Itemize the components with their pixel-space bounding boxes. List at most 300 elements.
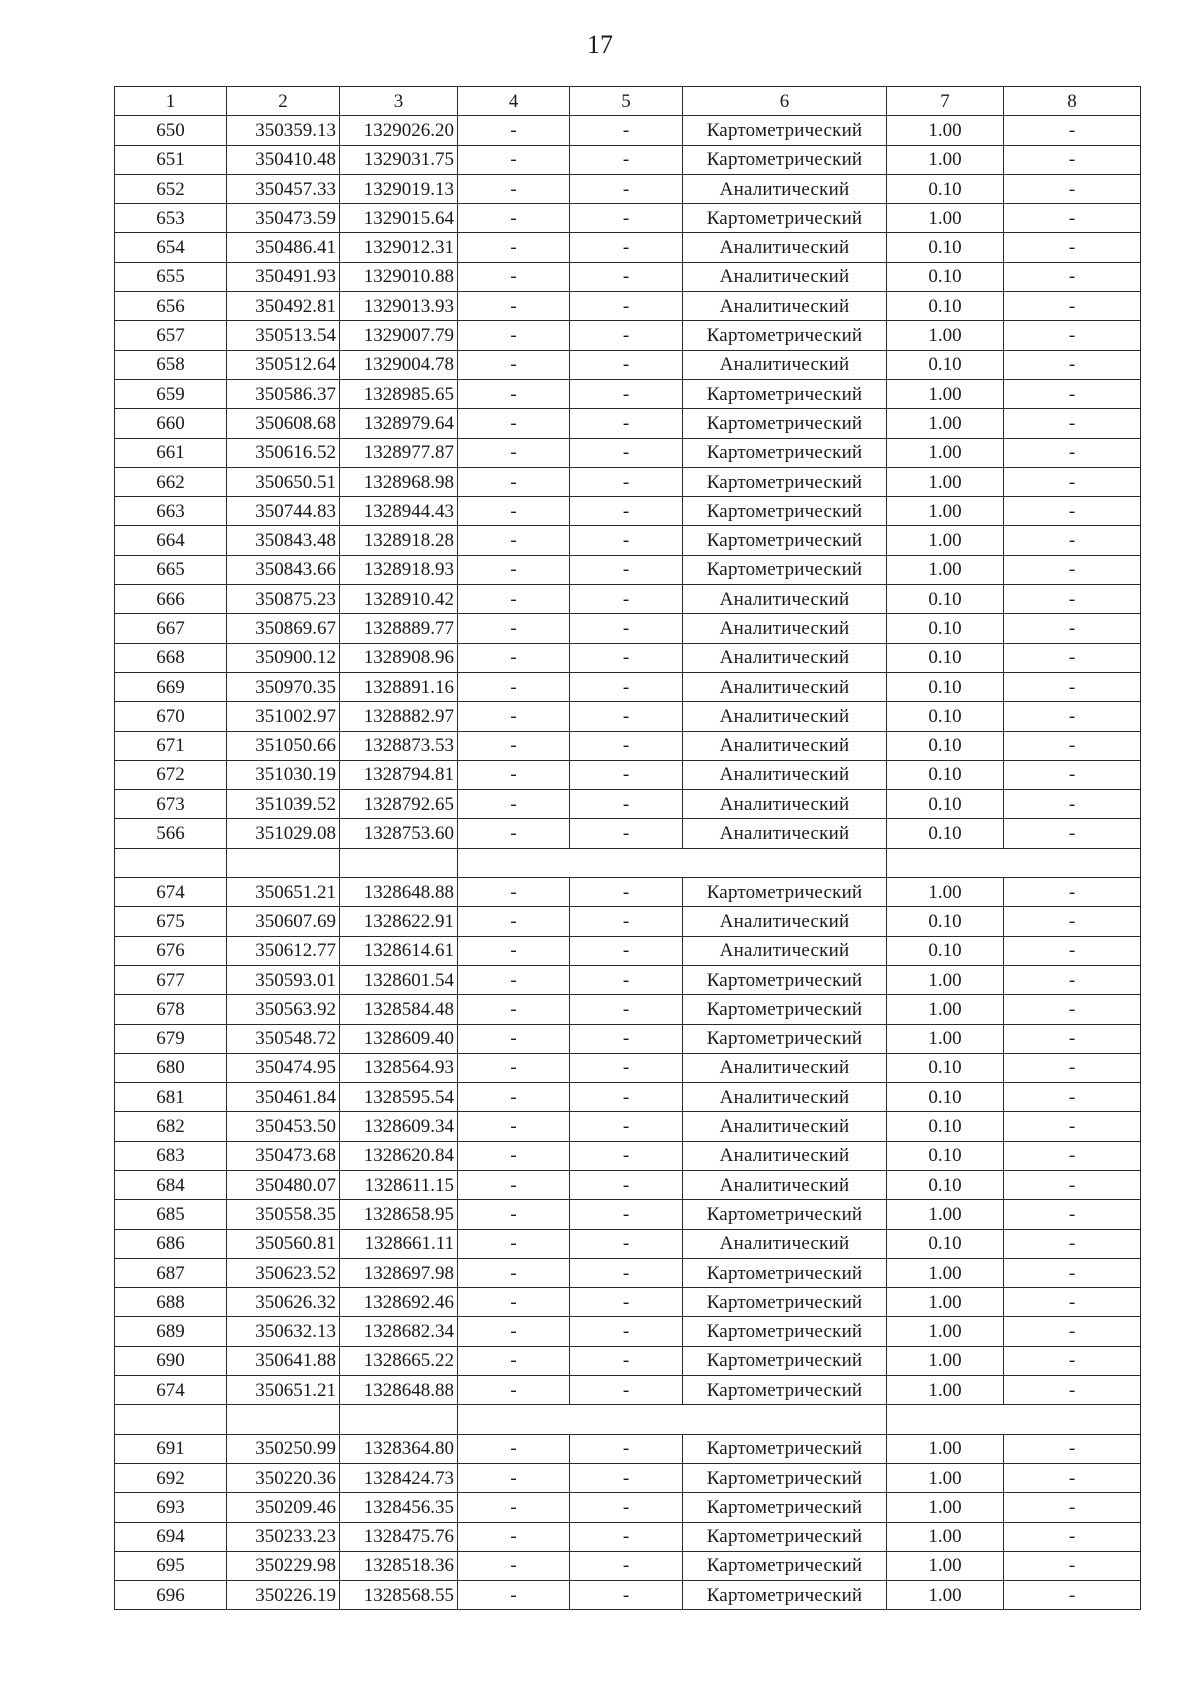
accuracy-cell: 1.00 xyxy=(887,1463,1004,1492)
col-4-cell: - xyxy=(458,1024,570,1053)
col-4-cell: - xyxy=(458,1083,570,1112)
col-8-cell: - xyxy=(1004,1317,1141,1346)
coord-y-cell: 1328620.84 xyxy=(340,1141,458,1170)
col-8-cell: - xyxy=(1004,292,1141,321)
col-4-cell: - xyxy=(458,936,570,965)
coord-y-cell: 1328609.40 xyxy=(340,1024,458,1053)
col-5-cell: - xyxy=(570,379,683,408)
col-8-cell: - xyxy=(1004,379,1141,408)
table-row xyxy=(115,497,1141,526)
accuracy-cell: 0.10 xyxy=(887,819,1004,848)
table-row xyxy=(115,790,1141,819)
method-cell: Картометрический xyxy=(683,145,887,174)
point-number-cell: 696 xyxy=(115,1581,227,1610)
header-cell-2: 2 xyxy=(227,87,340,116)
header-cell-5: 5 xyxy=(570,87,683,116)
coord-x-cell: 350461.84 xyxy=(227,1083,340,1112)
coord-x-cell: 350608.68 xyxy=(227,409,340,438)
col-5-cell: - xyxy=(570,145,683,174)
col-5-cell: - xyxy=(570,1229,683,1258)
coord-y-cell: 1328622.91 xyxy=(340,907,458,936)
method-cell: Аналитический xyxy=(683,174,887,203)
coord-y-cell: 1328918.93 xyxy=(340,555,458,584)
col-8-cell: - xyxy=(1004,1288,1141,1317)
coord-y-cell: 1328985.65 xyxy=(340,379,458,408)
col-4-cell: - xyxy=(458,1141,570,1170)
col-5-cell: - xyxy=(570,1024,683,1053)
table-row xyxy=(115,1170,1141,1199)
table-row xyxy=(115,936,1141,965)
point-number-cell: 654 xyxy=(115,233,227,262)
col-5-cell: - xyxy=(570,760,683,789)
col-5-cell: - xyxy=(570,1200,683,1229)
point-number-cell: 659 xyxy=(115,379,227,408)
table-row-separator xyxy=(115,848,1141,877)
method-cell: Аналитический xyxy=(683,731,887,760)
method-cell: Аналитический xyxy=(683,1170,887,1199)
coord-x-cell: 350473.59 xyxy=(227,204,340,233)
col-4-cell: - xyxy=(458,321,570,350)
col-5-cell: - xyxy=(570,731,683,760)
accuracy-cell: 1.00 xyxy=(887,526,1004,555)
point-number-cell: 685 xyxy=(115,1200,227,1229)
coord-y-cell: 1328692.46 xyxy=(340,1288,458,1317)
method-cell: Картометрический xyxy=(683,1434,887,1463)
col-5-cell: - xyxy=(570,965,683,994)
coord-y-cell: 1328889.77 xyxy=(340,614,458,643)
col-5-cell: - xyxy=(570,995,683,1024)
method-cell: Аналитический xyxy=(683,614,887,643)
accuracy-cell: 1.00 xyxy=(887,379,1004,408)
accuracy-cell: 0.10 xyxy=(887,731,1004,760)
coord-x-cell: 350548.72 xyxy=(227,1024,340,1053)
table-row xyxy=(115,1200,1141,1229)
accuracy-cell: 0.10 xyxy=(887,1141,1004,1170)
point-number-cell: 695 xyxy=(115,1551,227,1580)
col-5-cell: - xyxy=(570,1463,683,1492)
col-5-cell: - xyxy=(570,467,683,496)
method-cell: Аналитический xyxy=(683,790,887,819)
col-8-cell: - xyxy=(1004,907,1141,936)
table-row xyxy=(115,116,1141,145)
method-cell: Картометрический xyxy=(683,1024,887,1053)
table-row xyxy=(115,760,1141,789)
coord-x-cell: 350473.68 xyxy=(227,1141,340,1170)
method-cell: Аналитический xyxy=(683,1083,887,1112)
table-row xyxy=(115,1493,1141,1522)
coord-y-cell: 1329007.79 xyxy=(340,321,458,350)
coord-x-cell: 350233.23 xyxy=(227,1522,340,1551)
method-cell: Аналитический xyxy=(683,672,887,701)
coord-x-cell: 350492.81 xyxy=(227,292,340,321)
empty-cell xyxy=(340,848,458,877)
accuracy-cell: 0.10 xyxy=(887,1229,1004,1258)
empty-cell xyxy=(683,1405,887,1434)
method-cell: Картометрический xyxy=(683,438,887,467)
col-8-cell: - xyxy=(1004,116,1141,145)
method-cell: Аналитический xyxy=(683,907,887,936)
point-number-cell: 674 xyxy=(115,1376,227,1405)
table-row xyxy=(115,702,1141,731)
accuracy-cell: 0.10 xyxy=(887,350,1004,379)
col-4-cell: - xyxy=(458,614,570,643)
coord-x-cell: 350651.21 xyxy=(227,878,340,907)
coord-x-cell: 350607.69 xyxy=(227,907,340,936)
coord-y-cell: 1328518.36 xyxy=(340,1551,458,1580)
coord-y-cell: 1328564.93 xyxy=(340,1053,458,1082)
table-row xyxy=(115,526,1141,555)
coord-x-cell: 350209.46 xyxy=(227,1493,340,1522)
coord-x-cell: 350453.50 xyxy=(227,1112,340,1141)
header-cell-3: 3 xyxy=(340,87,458,116)
col-4-cell: - xyxy=(458,907,570,936)
empty-cell xyxy=(887,848,1004,877)
coord-x-cell: 350641.88 xyxy=(227,1346,340,1375)
col-8-cell: - xyxy=(1004,760,1141,789)
col-5-cell: - xyxy=(570,409,683,438)
method-cell: Аналитический xyxy=(683,643,887,672)
point-number-cell: 692 xyxy=(115,1463,227,1492)
method-cell: Аналитический xyxy=(683,702,887,731)
col-5-cell: - xyxy=(570,585,683,614)
method-cell: Аналитический xyxy=(683,262,887,291)
empty-cell xyxy=(887,1405,1004,1434)
col-5-cell: - xyxy=(570,1258,683,1287)
coord-x-cell: 350843.48 xyxy=(227,526,340,555)
col-8-cell: - xyxy=(1004,1522,1141,1551)
col-5-cell: - xyxy=(570,555,683,584)
table-row xyxy=(115,409,1141,438)
accuracy-cell: 1.00 xyxy=(887,1317,1004,1346)
col-4-cell: - xyxy=(458,555,570,584)
coord-x-cell: 350229.98 xyxy=(227,1551,340,1580)
col-5-cell: - xyxy=(570,204,683,233)
coord-y-cell: 1328665.22 xyxy=(340,1346,458,1375)
coord-y-cell: 1329026.20 xyxy=(340,116,458,145)
coord-y-cell: 1328611.15 xyxy=(340,1170,458,1199)
point-number-cell: 681 xyxy=(115,1083,227,1112)
col-5-cell: - xyxy=(570,614,683,643)
point-number-cell: 664 xyxy=(115,526,227,555)
table-row xyxy=(115,233,1141,262)
empty-cell xyxy=(115,1405,227,1434)
col-8-cell: - xyxy=(1004,1112,1141,1141)
accuracy-cell: 1.00 xyxy=(887,321,1004,350)
coord-x-cell: 350563.92 xyxy=(227,995,340,1024)
table-row xyxy=(115,555,1141,584)
method-cell: Аналитический xyxy=(683,1141,887,1170)
col-4-cell: - xyxy=(458,145,570,174)
point-number-cell: 694 xyxy=(115,1522,227,1551)
coord-y-cell: 1328475.76 xyxy=(340,1522,458,1551)
accuracy-cell: 1.00 xyxy=(887,1551,1004,1580)
col-8-cell: - xyxy=(1004,262,1141,291)
col-8-cell: - xyxy=(1004,731,1141,760)
col-8-cell: - xyxy=(1004,204,1141,233)
table-row xyxy=(115,878,1141,907)
method-cell: Картометрический xyxy=(683,1522,887,1551)
accuracy-cell: 0.10 xyxy=(887,585,1004,614)
point-number-cell: 672 xyxy=(115,760,227,789)
method-cell: Аналитический xyxy=(683,350,887,379)
table-row xyxy=(115,379,1141,408)
col-4-cell: - xyxy=(458,1346,570,1375)
col-5-cell: - xyxy=(570,702,683,731)
header-cell-6: 6 xyxy=(683,87,887,116)
table-header-row xyxy=(115,87,1141,116)
table-row xyxy=(115,672,1141,701)
point-number-cell: 661 xyxy=(115,438,227,467)
point-number-cell: 674 xyxy=(115,878,227,907)
empty-cell xyxy=(340,1405,458,1434)
col-4-cell: - xyxy=(458,1522,570,1551)
point-number-cell: 656 xyxy=(115,292,227,321)
accuracy-cell: 1.00 xyxy=(887,965,1004,994)
col-8-cell: - xyxy=(1004,1376,1141,1405)
page-number: 17 xyxy=(587,30,613,59)
empty-cell xyxy=(227,1405,340,1434)
col-4-cell: - xyxy=(458,174,570,203)
header-cell-7: 7 xyxy=(887,87,1004,116)
table-row xyxy=(115,731,1141,760)
accuracy-cell: 0.10 xyxy=(887,292,1004,321)
empty-cell xyxy=(683,848,887,877)
table-row xyxy=(115,321,1141,350)
method-cell: Аналитический xyxy=(683,760,887,789)
col-4-cell: - xyxy=(458,1258,570,1287)
col-8-cell: - xyxy=(1004,174,1141,203)
method-cell: Картометрический xyxy=(683,1376,887,1405)
col-8-cell: - xyxy=(1004,1551,1141,1580)
table-row xyxy=(115,204,1141,233)
accuracy-cell: 1.00 xyxy=(887,204,1004,233)
point-number-cell: 677 xyxy=(115,965,227,994)
point-number-cell: 667 xyxy=(115,614,227,643)
coord-y-cell: 1329004.78 xyxy=(340,350,458,379)
col-4-cell: - xyxy=(458,1493,570,1522)
accuracy-cell: 1.00 xyxy=(887,995,1004,1024)
accuracy-cell: 1.00 xyxy=(887,1024,1004,1053)
empty-cell xyxy=(227,848,340,877)
header-cell-8: 8 xyxy=(1004,87,1141,116)
method-cell: Картометрический xyxy=(683,1551,887,1580)
point-number-cell: 652 xyxy=(115,174,227,203)
accuracy-cell: 0.10 xyxy=(887,936,1004,965)
point-number-cell: 653 xyxy=(115,204,227,233)
coord-y-cell: 1328682.34 xyxy=(340,1317,458,1346)
method-cell: Картометрический xyxy=(683,1346,887,1375)
method-cell: Аналитический xyxy=(683,585,887,614)
col-8-cell: - xyxy=(1004,1581,1141,1610)
col-5-cell: - xyxy=(570,1083,683,1112)
col-4-cell: - xyxy=(458,497,570,526)
col-5-cell: - xyxy=(570,878,683,907)
col-8-cell: - xyxy=(1004,585,1141,614)
col-8-cell: - xyxy=(1004,643,1141,672)
point-number-cell: 678 xyxy=(115,995,227,1024)
accuracy-cell: 0.10 xyxy=(887,702,1004,731)
accuracy-cell: 1.00 xyxy=(887,555,1004,584)
point-number-cell: 658 xyxy=(115,350,227,379)
point-number-cell: 657 xyxy=(115,321,227,350)
coord-y-cell: 1328792.65 xyxy=(340,790,458,819)
table-row xyxy=(115,1141,1141,1170)
header-cell-1: 1 xyxy=(115,87,227,116)
coord-y-cell: 1328944.43 xyxy=(340,497,458,526)
col-4-cell: - xyxy=(458,1581,570,1610)
accuracy-cell: 0.10 xyxy=(887,907,1004,936)
method-cell: Аналитический xyxy=(683,936,887,965)
col-5-cell: - xyxy=(570,1053,683,1082)
col-5-cell: - xyxy=(570,497,683,526)
coord-x-cell: 350558.35 xyxy=(227,1200,340,1229)
col-5-cell: - xyxy=(570,790,683,819)
method-cell: Картометрический xyxy=(683,526,887,555)
col-4-cell: - xyxy=(458,965,570,994)
accuracy-cell: 0.10 xyxy=(887,233,1004,262)
accuracy-cell: 1.00 xyxy=(887,1376,1004,1405)
coord-y-cell: 1328658.95 xyxy=(340,1200,458,1229)
method-cell: Картометрический xyxy=(683,1463,887,1492)
col-5-cell: - xyxy=(570,1493,683,1522)
empty-cell xyxy=(1004,848,1141,877)
coord-x-cell: 350632.13 xyxy=(227,1317,340,1346)
col-5-cell: - xyxy=(570,262,683,291)
col-4-cell: - xyxy=(458,204,570,233)
col-4-cell: - xyxy=(458,995,570,1024)
accuracy-cell: 1.00 xyxy=(887,1200,1004,1229)
coord-x-cell: 351029.08 xyxy=(227,819,340,848)
col-5-cell: - xyxy=(570,1317,683,1346)
col-8-cell: - xyxy=(1004,1170,1141,1199)
coord-x-cell: 350650.51 xyxy=(227,467,340,496)
coord-x-cell: 350410.48 xyxy=(227,145,340,174)
coord-x-cell: 351030.19 xyxy=(227,760,340,789)
coord-x-cell: 351039.52 xyxy=(227,790,340,819)
coord-y-cell: 1328364.80 xyxy=(340,1434,458,1463)
accuracy-cell: 0.10 xyxy=(887,614,1004,643)
col-4-cell: - xyxy=(458,379,570,408)
method-cell: Картометрический xyxy=(683,321,887,350)
coord-x-cell: 350512.64 xyxy=(227,350,340,379)
accuracy-cell: 1.00 xyxy=(887,1258,1004,1287)
point-number-cell: 689 xyxy=(115,1317,227,1346)
coord-y-cell: 1328794.81 xyxy=(340,760,458,789)
col-8-cell: - xyxy=(1004,526,1141,555)
col-8-cell: - xyxy=(1004,936,1141,965)
col-4-cell: - xyxy=(458,643,570,672)
point-number-cell: 676 xyxy=(115,936,227,965)
col-5-cell: - xyxy=(570,1581,683,1610)
table-row xyxy=(115,1229,1141,1258)
coord-y-cell: 1328456.35 xyxy=(340,1493,458,1522)
coord-y-cell: 1328873.53 xyxy=(340,731,458,760)
coord-x-cell: 350593.01 xyxy=(227,965,340,994)
col-5-cell: - xyxy=(570,1112,683,1141)
method-cell: Картометрический xyxy=(683,204,887,233)
col-4-cell: - xyxy=(458,702,570,731)
coord-x-cell: 351050.66 xyxy=(227,731,340,760)
accuracy-cell: 1.00 xyxy=(887,497,1004,526)
accuracy-cell: 0.10 xyxy=(887,1053,1004,1082)
col-4-cell: - xyxy=(458,526,570,555)
col-5-cell: - xyxy=(570,1346,683,1375)
coord-x-cell: 351002.97 xyxy=(227,702,340,731)
point-number-cell: 682 xyxy=(115,1112,227,1141)
accuracy-cell: 1.00 xyxy=(887,409,1004,438)
table-row xyxy=(115,145,1141,174)
col-8-cell: - xyxy=(1004,409,1141,438)
coord-x-cell: 350586.37 xyxy=(227,379,340,408)
empty-cell xyxy=(1004,1405,1141,1434)
table-row xyxy=(115,292,1141,321)
accuracy-cell: 1.00 xyxy=(887,1288,1004,1317)
coord-y-cell: 1328648.88 xyxy=(340,878,458,907)
table-row xyxy=(115,1053,1141,1082)
col-5-cell: - xyxy=(570,819,683,848)
col-8-cell: - xyxy=(1004,1493,1141,1522)
coord-y-cell: 1328753.60 xyxy=(340,819,458,848)
coord-x-cell: 350560.81 xyxy=(227,1229,340,1258)
coord-x-cell: 350970.35 xyxy=(227,672,340,701)
col-8-cell: - xyxy=(1004,1200,1141,1229)
table-row xyxy=(115,643,1141,672)
method-cell: Картометрический xyxy=(683,965,887,994)
table-body xyxy=(115,116,1141,1610)
coord-y-cell: 1328918.28 xyxy=(340,526,458,555)
point-number-cell: 691 xyxy=(115,1434,227,1463)
table-row xyxy=(115,350,1141,379)
accuracy-cell: 1.00 xyxy=(887,1346,1004,1375)
method-cell: Картометрический xyxy=(683,116,887,145)
point-number-cell: 687 xyxy=(115,1258,227,1287)
col-4-cell: - xyxy=(458,409,570,438)
point-number-cell: 690 xyxy=(115,1346,227,1375)
coord-x-cell: 350744.83 xyxy=(227,497,340,526)
table-row xyxy=(115,1024,1141,1053)
coord-x-cell: 350612.77 xyxy=(227,936,340,965)
col-8-cell: - xyxy=(1004,321,1141,350)
empty-cell xyxy=(458,848,570,877)
col-4-cell: - xyxy=(458,585,570,614)
col-8-cell: - xyxy=(1004,614,1141,643)
table-row xyxy=(115,1083,1141,1112)
col-4-cell: - xyxy=(458,1317,570,1346)
header-cell-4: 4 xyxy=(458,87,570,116)
method-cell: Картометрический xyxy=(683,555,887,584)
table-row xyxy=(115,1434,1141,1463)
col-8-cell: - xyxy=(1004,995,1141,1024)
col-5-cell: - xyxy=(570,321,683,350)
method-cell: Аналитический xyxy=(683,1053,887,1082)
col-4-cell: - xyxy=(458,292,570,321)
point-number-cell: 666 xyxy=(115,585,227,614)
accuracy-cell: 1.00 xyxy=(887,145,1004,174)
col-4-cell: - xyxy=(458,1053,570,1082)
point-number-cell: 684 xyxy=(115,1170,227,1199)
coord-y-cell: 1328908.96 xyxy=(340,643,458,672)
col-4-cell: - xyxy=(458,1229,570,1258)
coord-x-cell: 350900.12 xyxy=(227,643,340,672)
col-4-cell: - xyxy=(458,1170,570,1199)
coord-x-cell: 350623.52 xyxy=(227,1258,340,1287)
col-5-cell: - xyxy=(570,438,683,467)
col-5-cell: - xyxy=(570,1551,683,1580)
col-8-cell: - xyxy=(1004,1024,1141,1053)
point-number-cell: 670 xyxy=(115,702,227,731)
point-number-cell: 686 xyxy=(115,1229,227,1258)
accuracy-cell: 1.00 xyxy=(887,1493,1004,1522)
